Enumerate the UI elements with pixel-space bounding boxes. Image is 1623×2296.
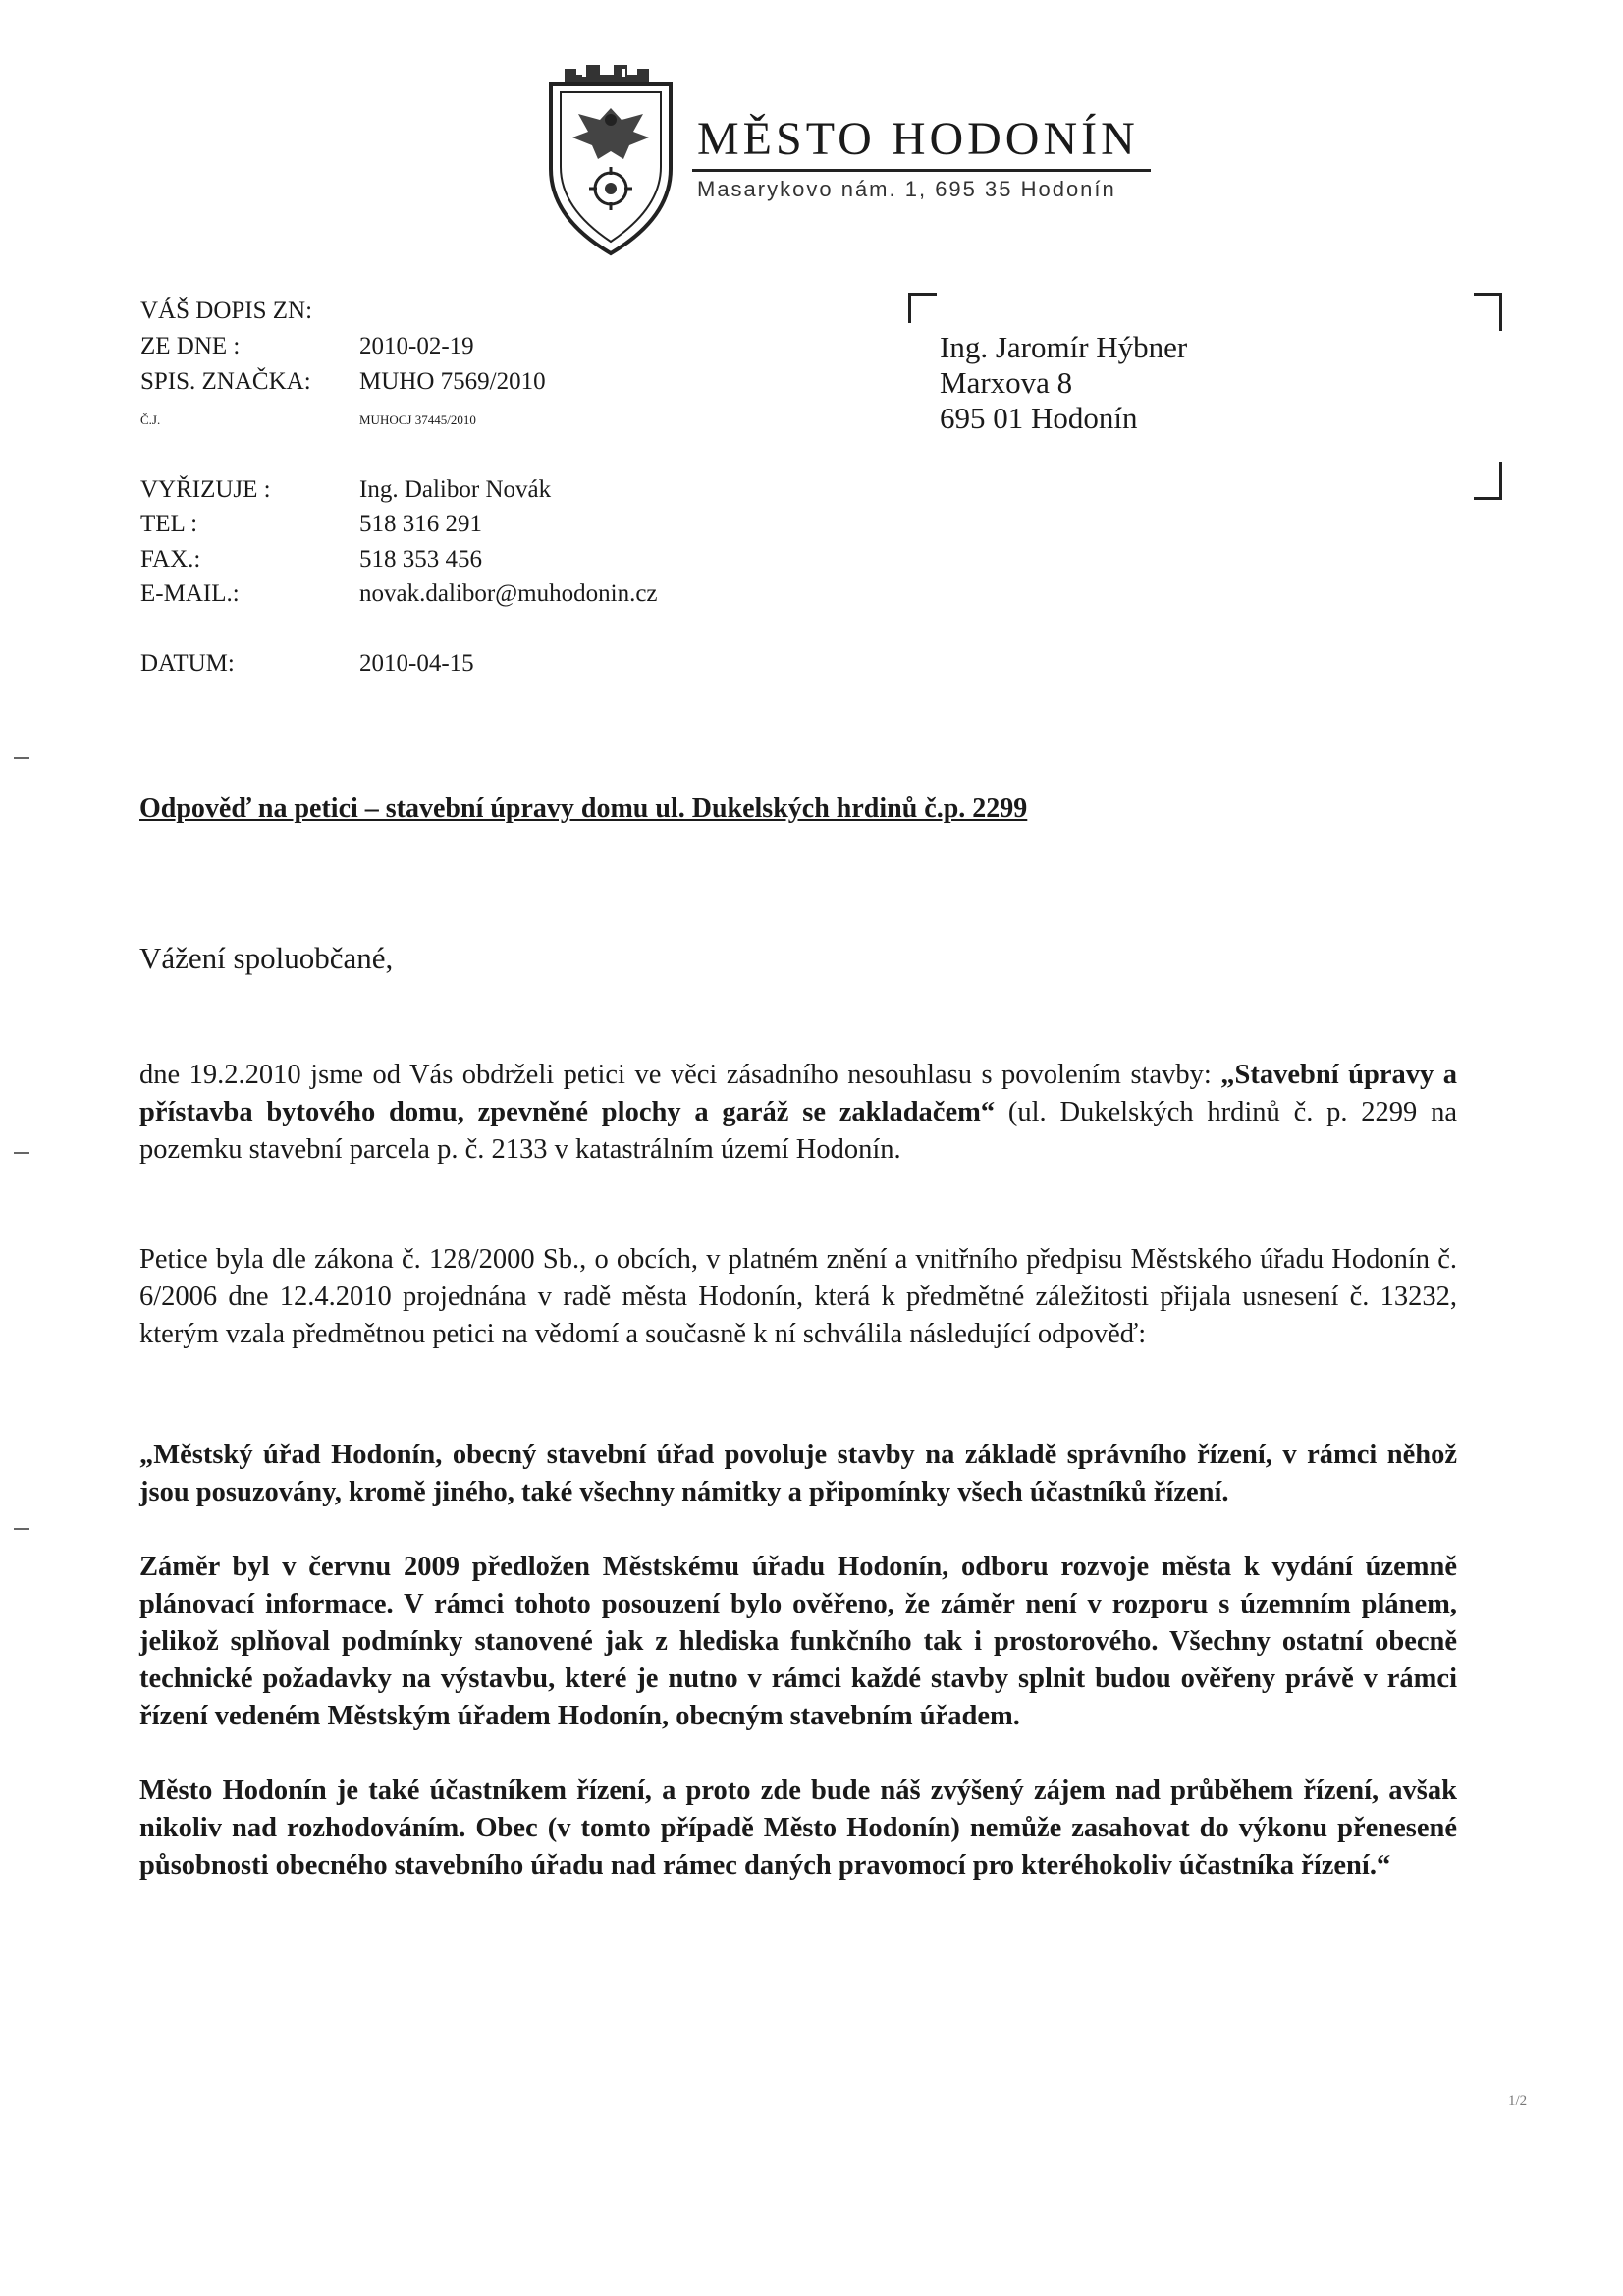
address-corner-top-right <box>1474 293 1502 331</box>
recipient-city: 695 01 Hodonín <box>940 401 1138 435</box>
address-corner-bottom-right <box>1474 462 1502 500</box>
file-mark-value: MUHO 7569/2010 <box>359 368 546 395</box>
date-from-label: ZE DNE : <box>140 333 241 359</box>
handled-by-value: Ing. Dalibor Novák <box>359 476 552 503</box>
city-address: Masarykovo nám. 1, 695 35 Hodonín <box>697 177 1116 201</box>
quote-paragraph-2: Záměr byl v červnu 2009 předložen Městskému úřadu Hodonín, odboru rozvoje města k vydání územně plánovací informace. V rámci tohoto posouzení bylo ověřeno, že záměr není v rozporu s územním plánem, jelikož splňoval podmínky stanovené jak z hlediska funkčního tak i prostorového. Všechny ostatní obecně technické požadavky na výstavbu, které je nutno v rámci každé stavby splnit budou ověřeny právě v rámci řízení vedeném Městským úřadem Hodonín, obecným stavebním úřadem. <box>139 1552 1457 1731</box>
paragraph-council-decision: Petice byla dle zákona č. 128/2000 Sb., o obcích, v platném znění a vnitřního předpisu Městského úřadu Hodonín č. 6/2006 dne 12.4.2010 projednána v radě města Hodonín, která k předmětné záležitosti přijala usnesení č. 13232, kterým vzala předmětnou petici na vědomí a současně k ní schválila následující odpověď: <box>139 1244 1457 1349</box>
recipient-name: Ing. Jaromír Hýbner <box>940 330 1188 364</box>
phone-value: 518 316 291 <box>359 511 482 537</box>
p1-project-title: „Stavební úpravy a přístavba bytového domu, zpevněné plochy a garáž se zakladačem“ <box>139 1060 1457 1127</box>
email-value: novak.dalibor@muhodonin.cz <box>359 580 658 607</box>
salutation: Vážení spoluobčané, <box>139 941 394 975</box>
fax-label: FAX.: <box>140 546 201 573</box>
recipient-street: Marxova 8 <box>940 365 1073 400</box>
header-rule <box>692 169 1151 172</box>
ref-number-label: Č.J. <box>140 412 161 427</box>
page-number: 1/2 <box>1508 2093 1528 2108</box>
ref-number-value: MUHOCJ 37445/2010 <box>359 412 476 427</box>
email-label: E-MAIL.: <box>140 580 240 607</box>
quote-paragraph-1: „Městský úřad Hodonín, obecný stavební úřad povoluje stavby na základě správního řízení, v rámci něhož jsou posuzovány, kromě jiného, také všechny námitky a připomínky všech účastníků řízení. <box>139 1440 1457 1507</box>
paragraph-petition-received <box>139 1057 1457 1169</box>
p1-text-start: dne 19.2.2010 jsme od Vás obdrželi petici ve věci zásadního nesouhlasu s povolením stavby: <box>139 1060 1221 1090</box>
city-coat-of-arms-logo <box>543 61 678 257</box>
margin-mark <box>14 1528 29 1530</box>
city-name: MĚSTO HODONÍN <box>697 113 1139 165</box>
margin-mark <box>14 757 29 759</box>
letter-subject: Odpověď na petici – stavební úpravy domu ul. Dukelských hrdinů č.p. 2299 <box>139 793 1028 824</box>
date-from-value: 2010-02-19 <box>359 333 474 359</box>
phone-label: TEL : <box>140 511 198 537</box>
address-corner-top-left <box>908 293 937 323</box>
fax-value: 518 353 456 <box>359 546 482 573</box>
date-value: 2010-04-15 <box>359 650 474 677</box>
date-label: DATUM: <box>140 650 235 677</box>
p1-text-end: (ul. Dukelských hrdinů č. p. 2299 na pozemku stavební parcela p. č. 2133 v katastrálním území Hodonín. <box>139 1097 1457 1165</box>
margin-mark <box>14 1152 29 1154</box>
quote-paragraph-3: Město Hodonín je také účastníkem řízení, a proto zde bude náš zvýšený zájem nad průběhem řízení, avšak nikoliv nad rozhodováním. Obec (v tomto případě Město Hodonín) nemůže zasahovat do výkonu přenesené působnosti obecného stavebního úřadu nad rámec daných pravomocí pro kteréhokoliv účastníka řízení.“ <box>139 1776 1457 1881</box>
your-letter-label: VÁŠ DOPIS ZN: <box>140 298 313 324</box>
file-mark-label: SPIS. ZNAČKA: <box>140 368 311 395</box>
handled-by-label: VYŘIZUJE : <box>140 476 271 503</box>
